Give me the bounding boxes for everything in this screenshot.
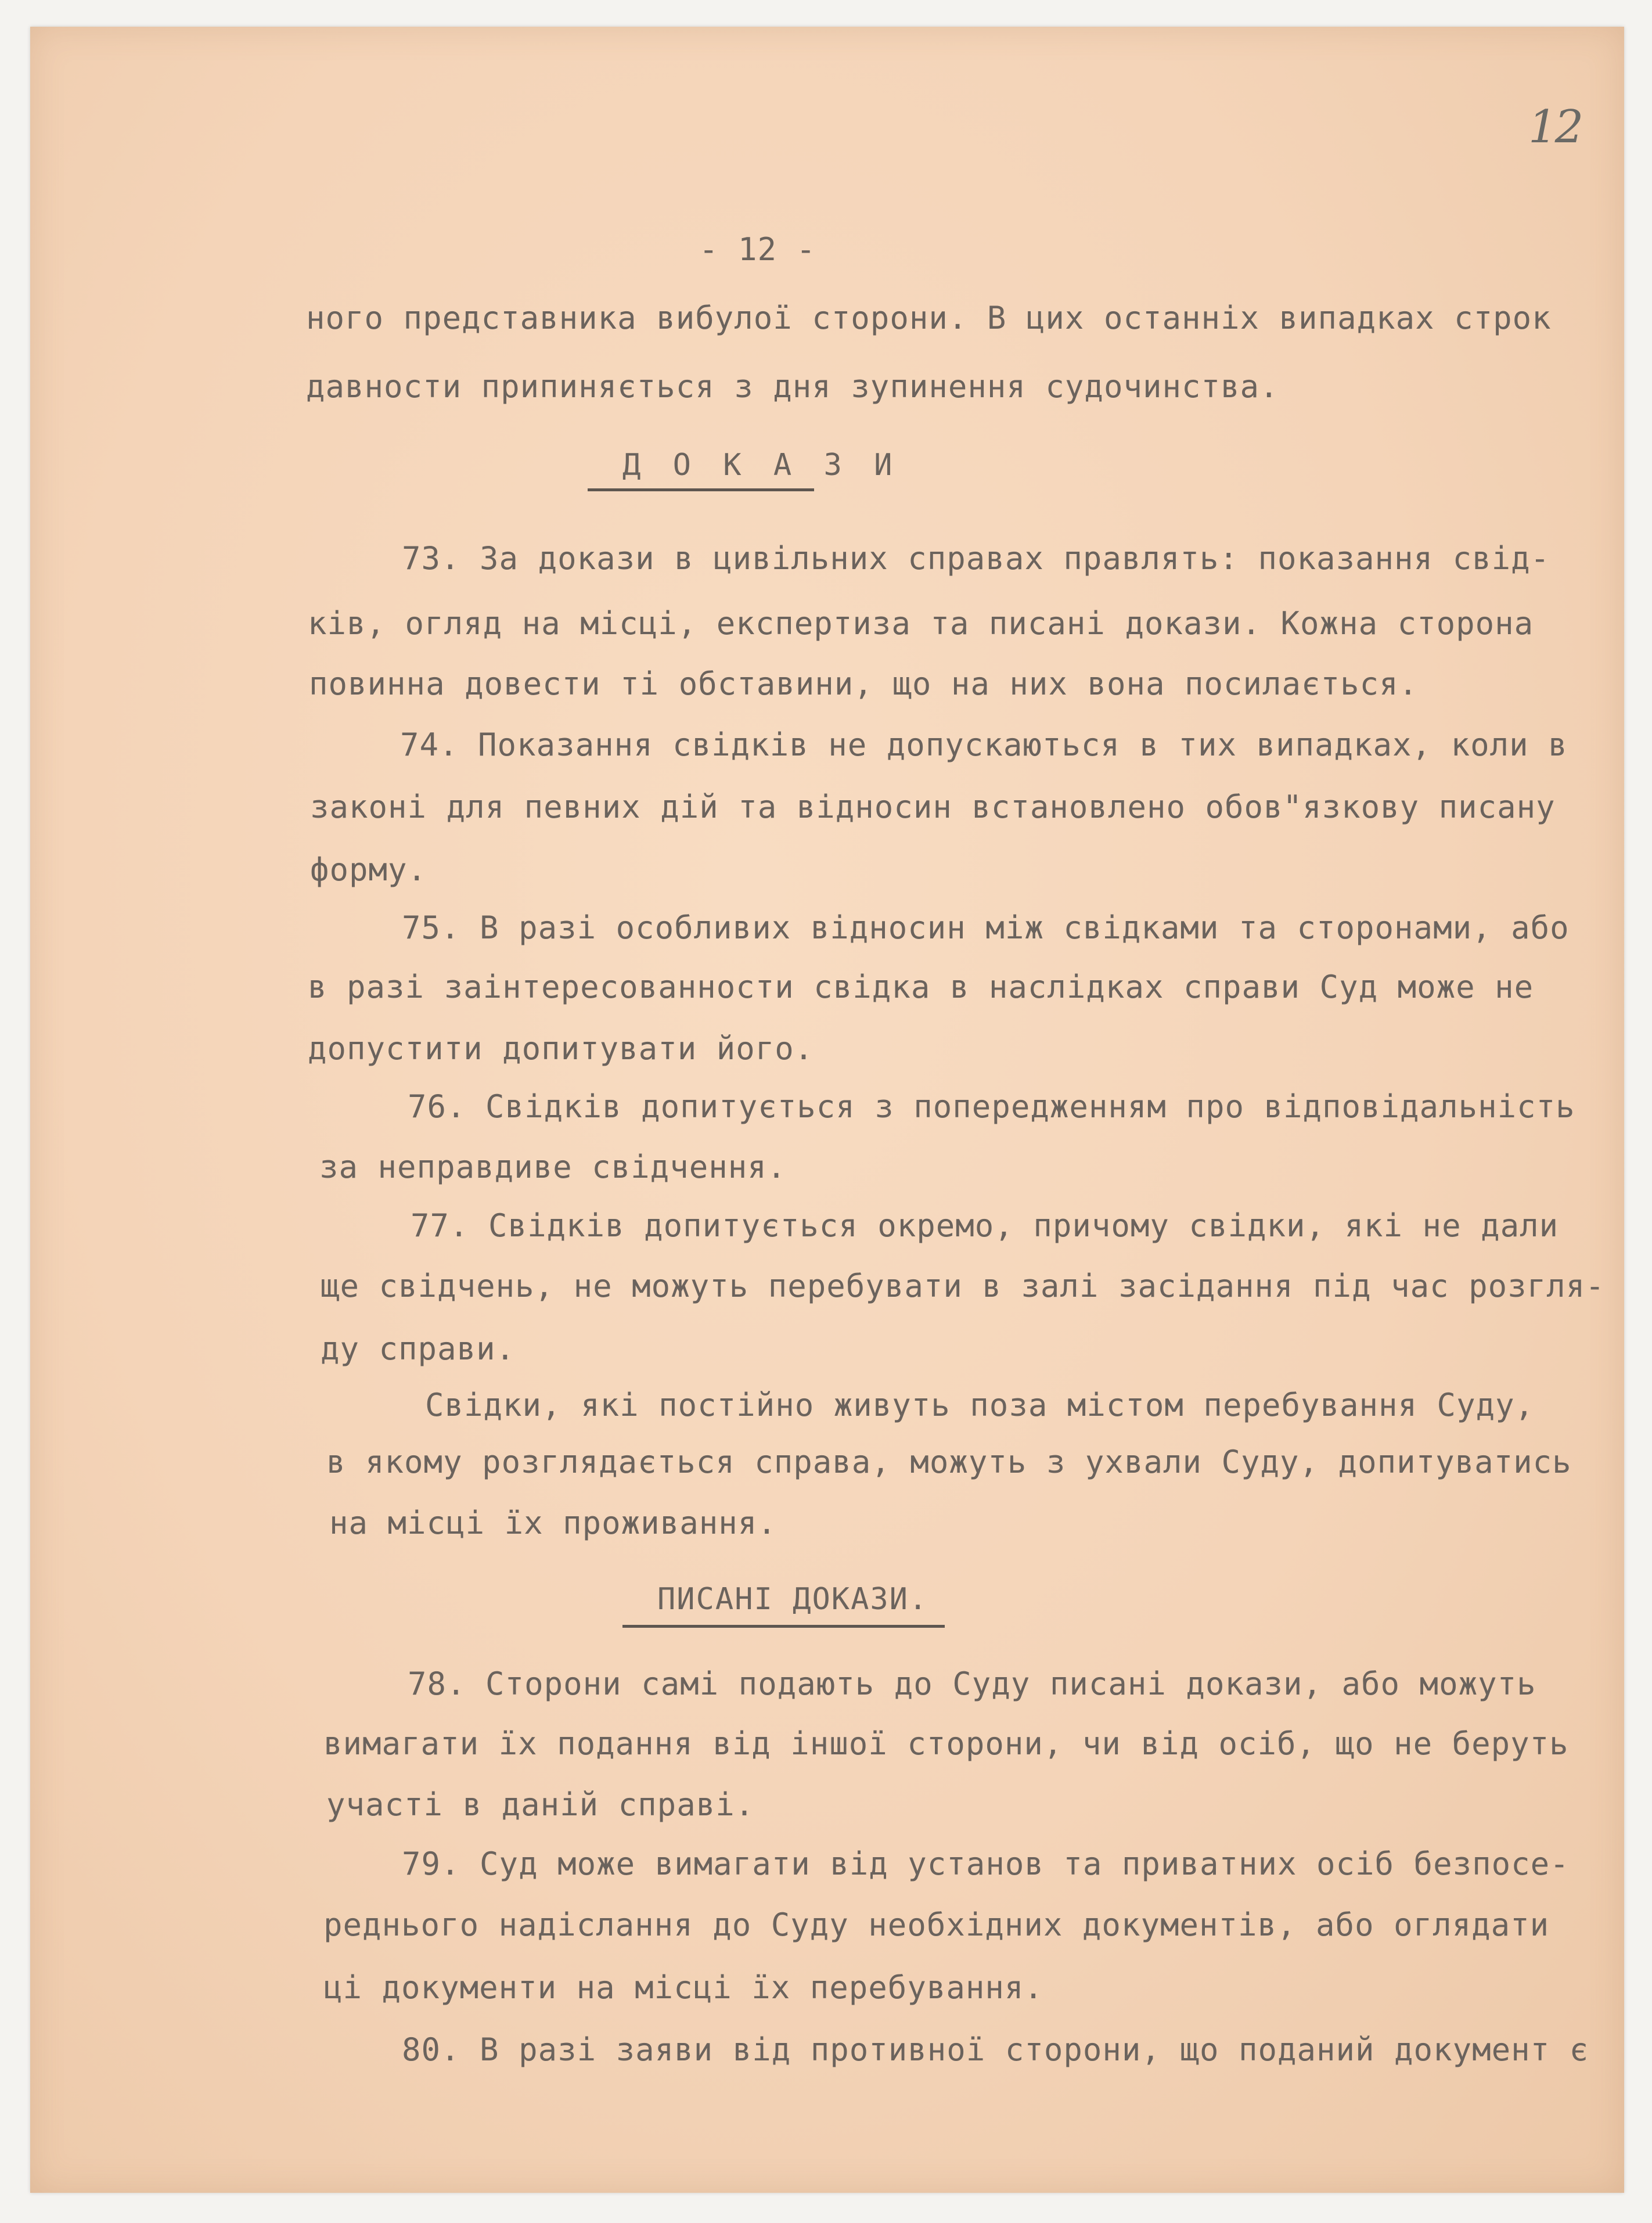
text-line: реднього надіслання до Суду необхідних документів, або оглядати: [323, 1907, 1550, 1943]
text-line: повинна довести ті обставини, що на них вона посилається.: [309, 666, 1419, 702]
text-line: на місці їх проживання.: [329, 1505, 777, 1541]
section-title-written-evidence: ПИСАНІ ДОКАЗИ.: [657, 1582, 928, 1617]
text-line: допустити допитувати його.: [308, 1030, 814, 1067]
text-line: Свідки, які постійно живуть поза містом перебування Суду,: [425, 1387, 1535, 1423]
text-line: форму.: [310, 851, 427, 888]
section-title-underline: [588, 488, 814, 491]
section-title-evidence: Д О К А З И: [622, 448, 899, 483]
handwritten-page-number: 12: [1528, 101, 1582, 153]
page-header-number: - 12 -: [699, 231, 816, 268]
text-line: ду справи.: [321, 1330, 516, 1367]
text-line: участі в даній справі.: [326, 1786, 755, 1823]
text-line: давности припиняється з дня зупинення судочинства.: [306, 368, 1279, 405]
text-line: вимагати їх подання від іншої сторони, чи від осіб, що не беруть: [323, 1725, 1569, 1762]
text-line: ці документи на місці їх перебування.: [323, 1969, 1043, 2006]
text-line: 76. Свідків допитується з попередженням про відповідальність: [408, 1088, 1575, 1125]
text-line: 74. Показання свідків не допускаються в тих випадках, коли в: [400, 726, 1568, 763]
text-line: ків, огляд на місці, експертиза та писані докази. Кожна сторона: [308, 605, 1534, 642]
text-line: за неправдиве свідчення.: [319, 1149, 787, 1185]
document-page: [30, 27, 1624, 2193]
text-line: 79. Суд може вимагати від установ та приватних осіб безпосе-: [402, 1846, 1570, 1882]
text-line: законі для певних дій та відносин встановлено обов"язкову писану: [310, 789, 1556, 825]
text-line: в якому розглядається справа, можуть з ухвали Суду, допитуватись: [326, 1444, 1572, 1480]
text-line: 77. Свідків допитується окремо, причому свідки, які не дали: [411, 1207, 1559, 1244]
text-line: 78. Сторони самі подають до Суду писані докази, або можуть: [408, 1666, 1536, 1702]
text-line: 75. В разі особливих відносин між свідками та сторонами, або: [402, 909, 1570, 946]
section-title-underline: [622, 1625, 945, 1628]
text-line: 73. За докази в цивільних справах правлять: показання свід-: [402, 540, 1550, 577]
text-line: 80. В разі заяви від противної сторони, що поданий документ є: [402, 2031, 1589, 2068]
text-line: в разі заінтересованности свідка в наслідках справи Суд може не: [308, 969, 1534, 1005]
text-line: ще свідчень, не можуть перебувати в залі засідання під час розгля-: [321, 1268, 1605, 1304]
text-line: ного представника вибулої сторони. В цих останніх випадках строк: [306, 300, 1552, 336]
